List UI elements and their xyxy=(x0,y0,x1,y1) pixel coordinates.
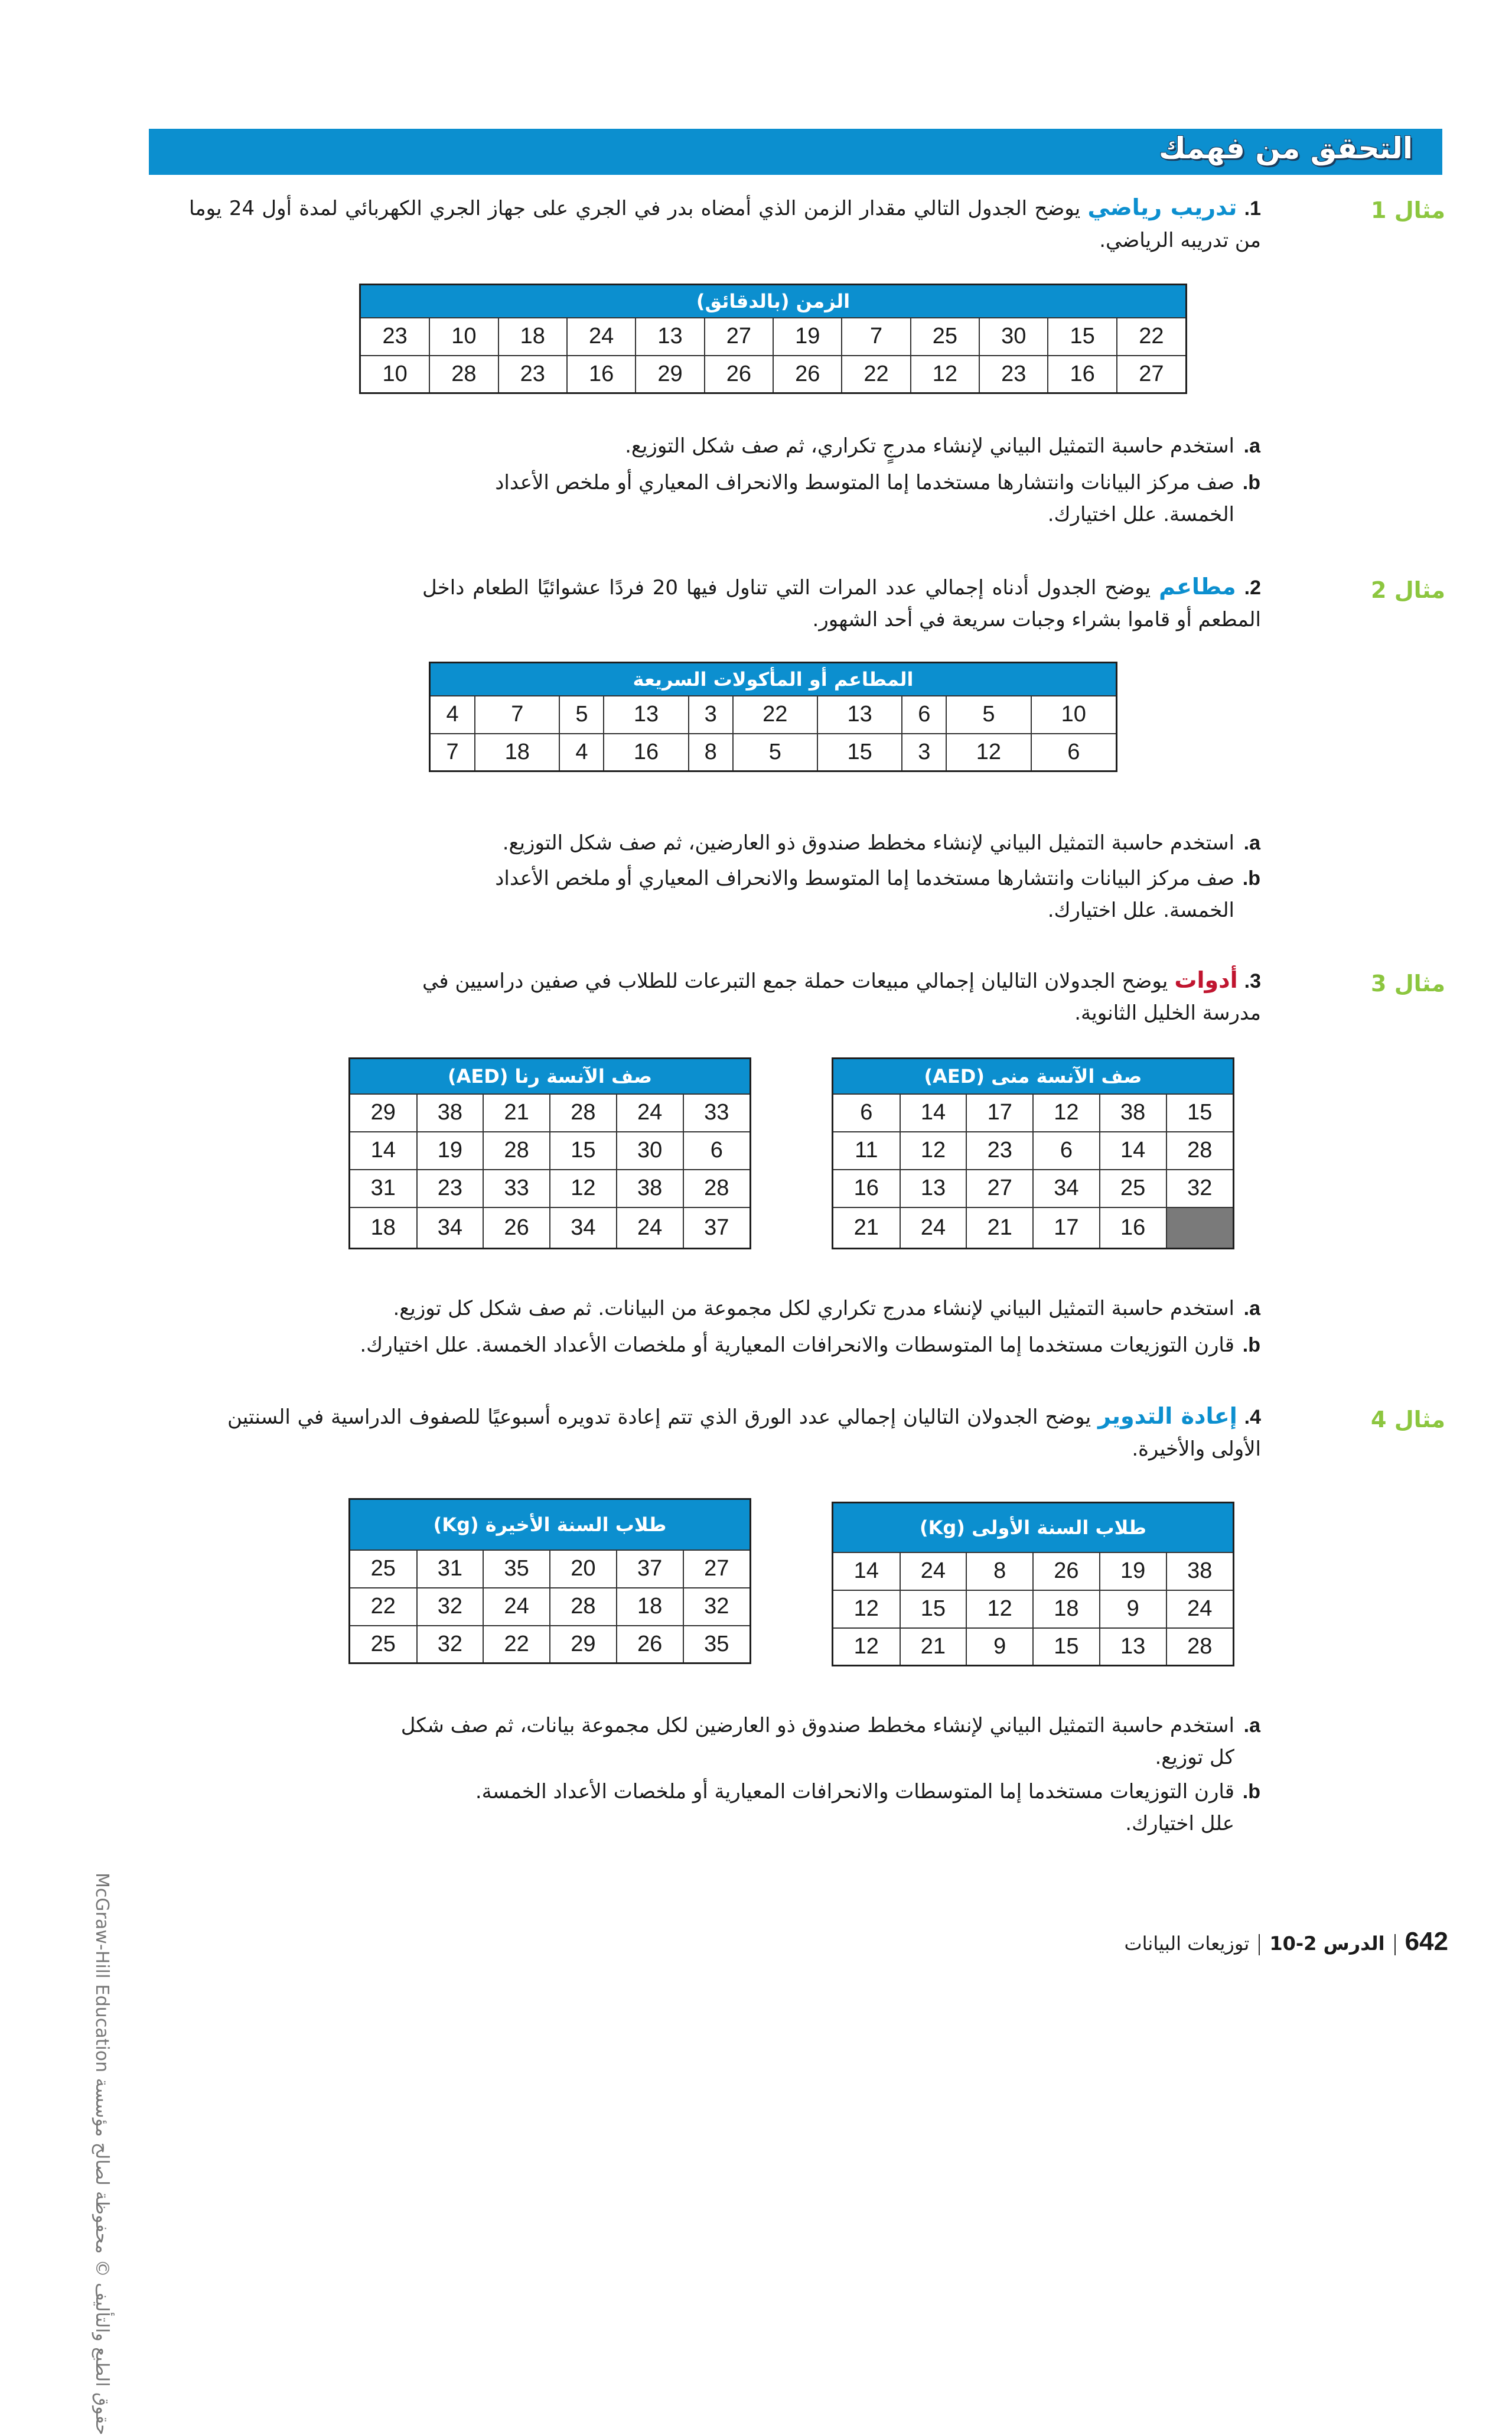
table-cell: 6 xyxy=(833,1094,900,1132)
part-2b xyxy=(455,862,1260,926)
table-cell: 28 xyxy=(1166,1132,1234,1170)
table-cell: 17 xyxy=(1033,1207,1100,1249)
table-cell: 28 xyxy=(483,1132,550,1170)
table-cell: 26 xyxy=(483,1207,550,1249)
table-cell: 12 xyxy=(1033,1094,1100,1132)
table-cell: 29 xyxy=(550,1626,617,1664)
table-header: صف الآنسة رنا (AED) xyxy=(350,1059,751,1094)
footer-divider xyxy=(1394,1934,1396,1955)
table-cell: 6 xyxy=(902,696,946,734)
table-cell: 14 xyxy=(1100,1132,1166,1170)
table-cell: 12 xyxy=(911,356,979,393)
table-row xyxy=(833,1552,1234,1590)
table-cell: 8 xyxy=(689,734,733,771)
table-cell: 25 xyxy=(350,1626,417,1664)
problem-number: 1. xyxy=(1244,197,1261,220)
table-row xyxy=(350,1132,751,1170)
table-cell: 16 xyxy=(1100,1207,1166,1249)
table-cell: 21 xyxy=(483,1094,550,1132)
part-1b xyxy=(455,467,1260,530)
problem-text: يوضح الجدول أدناه إجمالي عدد المرات التي تناول فيها 20 فردًا عشوائيًا الطعام داخل المطعم أو قاموا بشراء وجبات سريعة في أحد الشهور. xyxy=(422,576,1261,631)
table-header: طلاب السنة الأخيرة (Kg) xyxy=(350,1499,751,1550)
part-text: استخدم حاسبة التمثيل البياني لإنشاء مخطط صندوق ذو العارضين، ثم صف شكل التوزيع. xyxy=(502,831,1234,855)
table-last-year xyxy=(348,1498,751,1664)
table-cell: 15 xyxy=(900,1590,967,1628)
part-letter: b. xyxy=(1242,1334,1260,1356)
problem-number: 4. xyxy=(1244,1406,1262,1428)
table-cell: 5 xyxy=(733,734,817,771)
table-cell: 12 xyxy=(550,1170,617,1207)
lesson-title: توزيعات البيانات xyxy=(1124,1932,1250,1955)
table-class-rana xyxy=(348,1057,751,1249)
table-cell: 4 xyxy=(430,696,475,734)
table-cell: 19 xyxy=(773,318,842,356)
part-3a xyxy=(289,1293,1260,1324)
table-cell: 9 xyxy=(1100,1590,1166,1628)
table-cell: 32 xyxy=(683,1588,751,1626)
problem-text: يوضح الجدولان التاليان إجمالي عدد الورق الذي تتم إعادة تدويره أسبوعيًا للصفوف الدراسية في السنتين الأولى والأخيرة. xyxy=(227,1405,1261,1461)
table-cell: 12 xyxy=(966,1590,1033,1628)
copyright-note: حقوق الطبع والتأليف © محفوظة لصالح مؤسسة McGraw-Hill Education xyxy=(92,1873,112,2435)
table-cell: 32 xyxy=(417,1588,484,1626)
table-cell: 20 xyxy=(550,1550,617,1588)
table-cell: 6 xyxy=(683,1132,751,1170)
table-cell: 16 xyxy=(567,356,636,393)
problem-4 xyxy=(227,1400,1261,1465)
table-row xyxy=(350,1207,751,1249)
table-cell: 11 xyxy=(833,1132,900,1170)
table-cell: 10 xyxy=(360,356,430,393)
table-cell: 38 xyxy=(617,1170,683,1207)
part-1a xyxy=(289,430,1260,462)
table-cell: 28 xyxy=(429,356,498,393)
problem-3 xyxy=(422,964,1261,1029)
example-label-3: مثال 3 xyxy=(1371,971,1445,997)
table-cell: 25 xyxy=(1100,1170,1166,1207)
table-cell: 24 xyxy=(617,1094,683,1132)
lesson-label: الدرس 2-10 xyxy=(1269,1932,1385,1955)
table-cell: 5 xyxy=(946,696,1031,734)
table-cell: 37 xyxy=(683,1207,751,1249)
table-cell: 14 xyxy=(350,1132,417,1170)
table-cell: 31 xyxy=(350,1170,417,1207)
table-cell: 18 xyxy=(617,1588,683,1626)
problem-title: مطاعم xyxy=(1159,574,1236,600)
problem-text: يوضح الجدول التالي مقدار الزمن الذي أمضاه بدر في الجري على جهاز الجري الكهربائي لمدة أول 24 يوما من تدريبه الرياضي. xyxy=(189,197,1261,252)
problem-text: يوضح الجدولان التاليان إجمالي مبيعات حملة جمع التبرعات للطلاب في صفين دراسيين في مدرسة الخليل الثانوية. xyxy=(422,969,1261,1025)
table-cell: 22 xyxy=(842,356,910,393)
part-text: استخدم حاسبة التمثيل البياني لإنشاء مدرج تكراري لكل مجموعة من البيانات. ثم صف شكل كل توزيع. xyxy=(393,1297,1234,1320)
table-cell: 21 xyxy=(966,1207,1033,1249)
section-banner xyxy=(149,129,1442,175)
table-cell: 28 xyxy=(550,1094,617,1132)
table-cell: 18 xyxy=(475,734,559,771)
part-text: صف مركز البيانات وانتشارها مستخدما إما المتوسط والانحراف المعياري أو ملخص الأعداد الخمسة. علل اختيارك. xyxy=(495,867,1234,922)
table-cell: 24 xyxy=(617,1207,683,1249)
table-cell: 26 xyxy=(773,356,842,393)
table-cell: 18 xyxy=(1033,1590,1100,1628)
table-cell: 22 xyxy=(483,1626,550,1664)
table-header: الزمن (بالدقائق) xyxy=(360,285,1187,318)
table-cell: 24 xyxy=(900,1552,967,1590)
table-cell: 38 xyxy=(417,1094,484,1132)
empty-cell xyxy=(1166,1207,1234,1249)
table-cell: 12 xyxy=(946,734,1031,771)
part-letter: b. xyxy=(1242,1780,1260,1803)
table-cell: 35 xyxy=(483,1550,550,1588)
table-cell: 12 xyxy=(833,1628,900,1666)
table-cell: 25 xyxy=(350,1550,417,1588)
problem-number: 3. xyxy=(1244,970,1261,992)
table-row xyxy=(430,734,1117,771)
table-first-year xyxy=(832,1502,1234,1666)
table-cell: 6 xyxy=(1033,1132,1100,1170)
table-cell: 15 xyxy=(1033,1628,1100,1666)
table-row xyxy=(833,1094,1234,1132)
part-letter: a. xyxy=(1243,435,1260,457)
table-cell: 32 xyxy=(1166,1170,1234,1207)
table-cell: 16 xyxy=(604,734,688,771)
example-label-4: مثال 4 xyxy=(1371,1407,1445,1433)
table-cell: 10 xyxy=(429,318,498,356)
table-cell: 24 xyxy=(1166,1590,1234,1628)
table-cell: 24 xyxy=(483,1588,550,1626)
page-number: 642 xyxy=(1405,1927,1448,1956)
banner-title: التحقق من فهمك xyxy=(1158,131,1413,165)
table-cell: 7 xyxy=(842,318,910,356)
table-cell: 38 xyxy=(1166,1552,1234,1590)
footer-divider xyxy=(1259,1934,1260,1955)
table-cell: 34 xyxy=(417,1207,484,1249)
table-cell: 5 xyxy=(559,696,604,734)
example-label-1: مثال 1 xyxy=(1371,197,1445,223)
table-cell: 13 xyxy=(817,696,902,734)
table-cell: 29 xyxy=(350,1094,417,1132)
part-4a xyxy=(384,1710,1260,1773)
table-cell: 15 xyxy=(1166,1094,1234,1132)
table-row xyxy=(350,1550,751,1588)
table-cell: 17 xyxy=(966,1094,1033,1132)
table-cell: 33 xyxy=(483,1170,550,1207)
table-cell: 16 xyxy=(1048,356,1116,393)
part-text: استخدم حاسبة التمثيل البياني لإنشاء مخطط صندوق ذو العارضين لكل مجموعة بيانات، ثم صف شكل كل توزيع. xyxy=(400,1714,1234,1769)
table-restaurants xyxy=(429,662,1117,772)
table-row xyxy=(833,1628,1234,1666)
table-header: طلاب السنة الأولى (Kg) xyxy=(833,1503,1234,1552)
table-cell: 23 xyxy=(360,318,430,356)
table-header: المطاعم أو المأكولات السريعة xyxy=(430,663,1117,696)
table-cell: 24 xyxy=(900,1207,967,1249)
table-cell: 3 xyxy=(689,696,733,734)
table-cell: 22 xyxy=(1117,318,1187,356)
table-row xyxy=(833,1170,1234,1207)
table-cell: 30 xyxy=(979,318,1048,356)
part-3b xyxy=(254,1329,1260,1361)
table-cell: 26 xyxy=(617,1626,683,1664)
table-cell: 32 xyxy=(417,1626,484,1664)
table-cell: 28 xyxy=(550,1588,617,1626)
table-cell: 13 xyxy=(604,696,688,734)
part-text: قارن التوزيعات مستخدما إما المتوسطات والانحرافات المعيارية أو ملخصات الأعداد الخمسة. علل اختيارك. xyxy=(475,1780,1234,1835)
table-cell: 7 xyxy=(475,696,559,734)
table-cell: 18 xyxy=(498,318,567,356)
table-cell: 16 xyxy=(833,1170,900,1207)
table-cell: 18 xyxy=(350,1207,417,1249)
part-letter: a. xyxy=(1243,1297,1260,1320)
table-cell: 23 xyxy=(966,1132,1033,1170)
part-letter: a. xyxy=(1243,1714,1260,1737)
table-cell: 37 xyxy=(617,1550,683,1588)
table-cell: 28 xyxy=(683,1170,751,1207)
table-cell: 13 xyxy=(1100,1628,1166,1666)
table-cell: 27 xyxy=(966,1170,1033,1207)
part-4b xyxy=(455,1776,1260,1840)
table-cell: 30 xyxy=(617,1132,683,1170)
table-cell: 31 xyxy=(417,1550,484,1588)
table-cell: 4 xyxy=(559,734,604,771)
table-cell: 6 xyxy=(1031,734,1117,771)
table-cell: 25 xyxy=(911,318,979,356)
page-footer xyxy=(1125,1927,1448,1957)
table-row xyxy=(430,696,1117,734)
table-cell: 19 xyxy=(1100,1552,1166,1590)
problem-title: تدريب رياضي xyxy=(1087,194,1237,220)
part-letter: b. xyxy=(1242,867,1260,890)
table-cell: 19 xyxy=(417,1132,484,1170)
table-cell: 26 xyxy=(1033,1552,1100,1590)
table-row xyxy=(350,1170,751,1207)
table-cell: 28 xyxy=(1166,1628,1234,1666)
table-cell: 8 xyxy=(966,1552,1033,1590)
table-cell: 13 xyxy=(636,318,704,356)
part-text: استخدم حاسبة التمثيل البياني لإنشاء مدرجٍ تكراري، ثم صف شكل التوزيع. xyxy=(625,434,1234,458)
table-cell: 34 xyxy=(550,1207,617,1249)
table-cell: 29 xyxy=(636,356,704,393)
table-row xyxy=(833,1132,1234,1170)
table-cell: 12 xyxy=(900,1132,967,1170)
part-2a xyxy=(289,827,1260,859)
table-cell: 21 xyxy=(833,1207,900,1249)
table-row xyxy=(350,1094,751,1132)
table-row xyxy=(350,1588,751,1626)
table-header: صف الآنسة منى (AED) xyxy=(833,1059,1234,1094)
table-cell: 27 xyxy=(705,318,773,356)
table-cell: 10 xyxy=(1031,696,1117,734)
table-cell: 14 xyxy=(900,1094,967,1132)
problem-2 xyxy=(422,571,1261,636)
problem-1 xyxy=(189,191,1261,256)
table-row xyxy=(360,356,1187,393)
table-time-minutes xyxy=(359,284,1187,394)
table-cell: 38 xyxy=(1100,1094,1166,1132)
table-cell: 22 xyxy=(733,696,817,734)
problem-title: أدوات xyxy=(1174,967,1238,993)
table-cell: 24 xyxy=(567,318,636,356)
table-cell: 33 xyxy=(683,1094,751,1132)
table-cell: 34 xyxy=(1033,1170,1100,1207)
part-letter: b. xyxy=(1242,471,1260,494)
part-letter: a. xyxy=(1243,832,1260,854)
table-row xyxy=(833,1590,1234,1628)
problem-number: 2. xyxy=(1244,577,1261,599)
table-cell: 15 xyxy=(550,1132,617,1170)
table-row xyxy=(833,1207,1234,1249)
table-cell: 23 xyxy=(498,356,567,393)
table-cell: 27 xyxy=(1117,356,1187,393)
table-cell: 35 xyxy=(683,1626,751,1664)
table-cell: 15 xyxy=(817,734,902,771)
part-text: صف مركز البيانات وانتشارها مستخدما إما المتوسط والانحراف المعياري أو ملخص الأعداد الخمسة. علل اختيارك. xyxy=(495,471,1234,526)
table-cell: 7 xyxy=(430,734,475,771)
table-cell: 15 xyxy=(1048,318,1116,356)
table-cell: 22 xyxy=(350,1588,417,1626)
table-row xyxy=(360,318,1187,356)
table-cell: 26 xyxy=(705,356,773,393)
table-cell: 13 xyxy=(900,1170,967,1207)
table-cell: 23 xyxy=(979,356,1048,393)
table-cell: 3 xyxy=(902,734,946,771)
table-row xyxy=(350,1626,751,1664)
example-label-2: مثال 2 xyxy=(1371,577,1445,603)
table-cell: 9 xyxy=(966,1628,1033,1666)
part-text: قارن التوزيعات مستخدما إما المتوسطات والانحرافات المعيارية أو ملخصات الأعداد الخمسة. علل اختيارك. xyxy=(360,1333,1234,1357)
table-cell: 27 xyxy=(683,1550,751,1588)
table-cell: 23 xyxy=(417,1170,484,1207)
table-cell: 12 xyxy=(833,1590,900,1628)
table-class-mona xyxy=(832,1057,1234,1249)
problem-title: إعادة التدوير xyxy=(1098,1403,1237,1429)
table-cell: 14 xyxy=(833,1552,900,1590)
table-cell: 21 xyxy=(900,1628,967,1666)
